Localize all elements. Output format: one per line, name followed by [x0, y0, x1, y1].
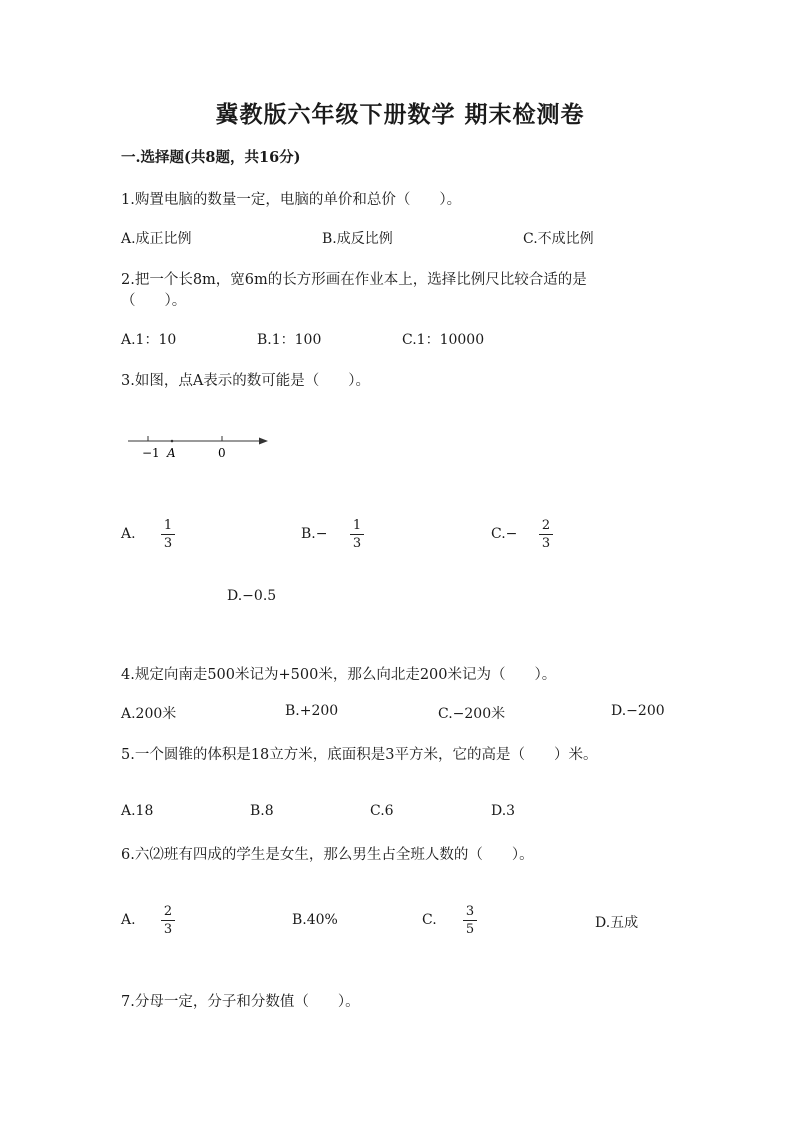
question-2-line-1: 2.把一个长8m，宽6m的长方形画在作业本上，选择比例尺比较合适的是: [121, 272, 587, 288]
page-title: 冀教版六年级下册数学 期末检测卷: [215, 101, 585, 128]
q3-option-a-fraction: [161, 518, 175, 551]
q6-option-d[interactable]: D.五成: [595, 915, 639, 931]
q4-option-d[interactable]: D.−200: [611, 703, 665, 719]
q4-option-a[interactable]: A.200米: [121, 706, 177, 722]
point-a-dot: [171, 440, 174, 443]
question-5: 5.一个圆锥的体积是18立方米，底面积是3平方米，它的高是（ ）米。: [121, 747, 598, 763]
fraction-bar: [539, 534, 553, 535]
q3-option-b-fraction: [350, 518, 364, 551]
question-7: 7.分母一定，分子和分数值（ ）。: [121, 994, 360, 1010]
q3-option-d[interactable]: D.−0.5: [227, 588, 277, 604]
number-line-figure: [120, 425, 280, 465]
point-a-label: A: [167, 446, 176, 460]
fraction-numerator: 2: [541, 518, 551, 533]
fraction-denominator: 3: [541, 536, 551, 551]
question-1: 1.购置电脑的数量一定，电脑的单价和总价（ ）。: [121, 192, 462, 208]
fraction-numerator: 1: [352, 518, 362, 533]
q3-option-b-prefix[interactable]: B.−: [301, 526, 328, 542]
q5-option-c[interactable]: C.6: [370, 803, 394, 819]
q5-option-d[interactable]: D.3: [491, 803, 516, 819]
q2-option-c[interactable]: C.1：10000: [402, 332, 485, 348]
q6-option-a-prefix[interactable]: A.: [121, 912, 136, 928]
q1-option-a[interactable]: A.成正比例: [121, 231, 192, 247]
q6-option-c-prefix[interactable]: C.: [422, 912, 437, 928]
q6-option-c-fraction: [463, 904, 477, 937]
fraction-numerator: 1: [163, 518, 173, 533]
q3-option-a-prefix[interactable]: A.: [121, 526, 136, 542]
q3-option-c-prefix[interactable]: C.−: [491, 526, 518, 542]
fraction-bar: [350, 534, 364, 535]
fraction-bar: [161, 920, 175, 921]
fraction-bar: [463, 920, 477, 921]
q5-option-a[interactable]: A.18: [121, 803, 154, 819]
q6-option-b[interactable]: B.40%: [292, 912, 338, 928]
fraction-bar: [161, 534, 175, 535]
q3-option-c-fraction: [539, 518, 553, 551]
q1-option-c[interactable]: C.不成比例: [523, 231, 594, 247]
q4-option-b[interactable]: B.+200: [285, 703, 339, 719]
q2-option-a[interactable]: A.1：10: [121, 332, 177, 348]
q4-option-c[interactable]: C.−200米: [438, 706, 506, 722]
fraction-numerator: 3: [465, 904, 475, 919]
section-heading: 一.选择题(共8题，共16分): [121, 149, 301, 166]
tick-label-minus-one: −1: [142, 446, 160, 460]
question-3: 3.如图，点A表示的数可能是（ ）。: [121, 373, 371, 389]
number-line-arrow: [259, 438, 268, 445]
q6-option-a-fraction: [161, 904, 175, 937]
fraction-denominator: 3: [163, 536, 173, 551]
tick-label-zero: 0: [218, 446, 226, 460]
question-2-line-2: （ ）。: [121, 293, 187, 309]
fraction-denominator: 3: [163, 922, 173, 937]
fraction-numerator: 2: [163, 904, 173, 919]
question-6: 6.六⑵班有四成的学生是女生，那么男生占全班人数的（ ）。: [121, 847, 534, 863]
q5-option-b[interactable]: B.8: [250, 803, 274, 819]
fraction-denominator: 3: [352, 536, 362, 551]
fraction-denominator: 5: [465, 922, 475, 937]
q2-option-b[interactable]: B.1：100: [257, 332, 322, 348]
q1-option-b[interactable]: B.成反比例: [322, 231, 393, 247]
question-4: 4.规定向南走500米记为+500米，那么向北走200米记为（ ）。: [121, 667, 557, 683]
